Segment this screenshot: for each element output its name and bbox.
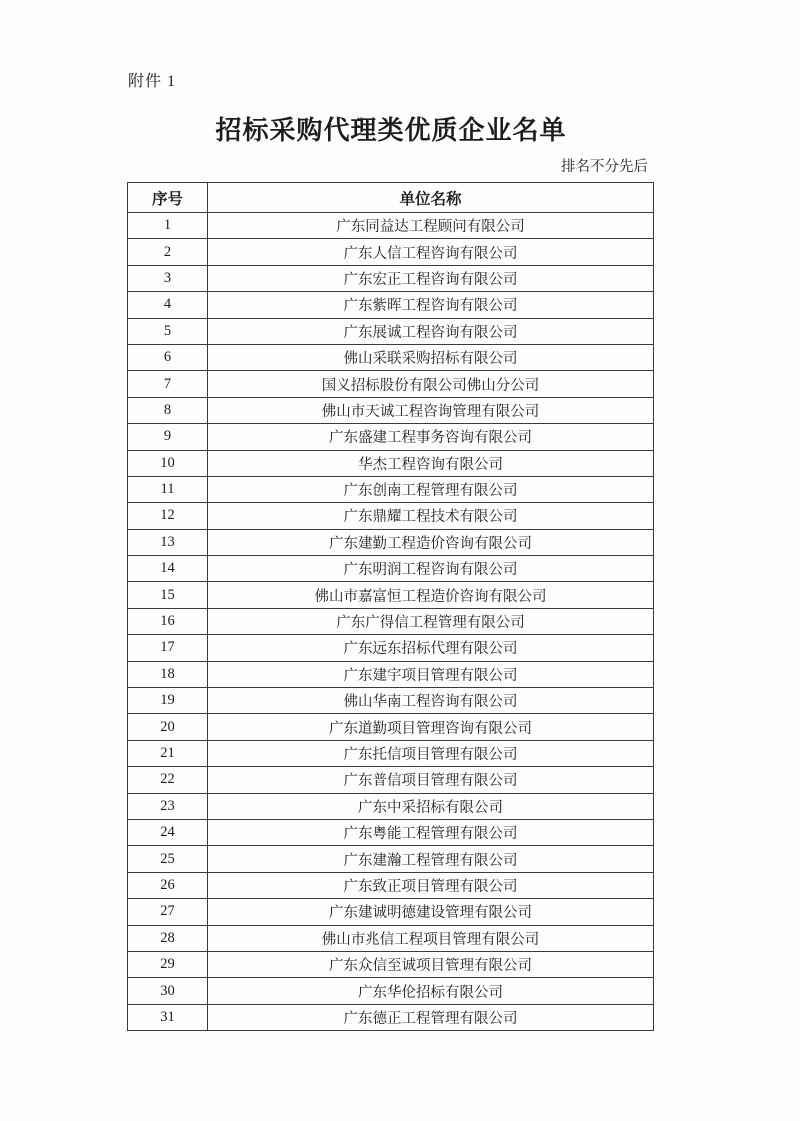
row-serial-number: 8 (128, 397, 208, 423)
row-company-name: 广东建宇项目管理有限公司 (208, 661, 654, 687)
row-serial-number: 19 (128, 688, 208, 714)
row-company-name: 广东建瀚工程管理有限公司 (208, 846, 654, 872)
table-header (128, 183, 654, 213)
ranking-note: 排名不分先后 (561, 159, 648, 175)
table-row (128, 424, 654, 450)
row-company-name: 广东紫晖工程咨询有限公司 (208, 292, 654, 318)
page-title: 招标采购代理类优质企业名单 (215, 116, 567, 145)
table-row (128, 582, 654, 608)
row-company-name: 华杰工程咨询有限公司 (208, 450, 654, 476)
row-serial-number: 27 (128, 899, 208, 925)
row-company-name: 广东建勤工程造价咨询有限公司 (208, 529, 654, 555)
row-company-name: 广东德正工程管理有限公司 (208, 1004, 654, 1030)
row-serial-number: 4 (128, 292, 208, 318)
row-company-name: 广东人信工程咨询有限公司 (208, 239, 654, 265)
row-company-name: 广东普信项目管理有限公司 (208, 767, 654, 793)
row-company-name: 广东鼎耀工程技术有限公司 (208, 503, 654, 529)
row-serial-number: 17 (128, 635, 208, 661)
table-body (128, 213, 654, 1031)
row-serial-number: 3 (128, 265, 208, 291)
row-serial-number: 23 (128, 793, 208, 819)
row-company-name: 广东建诚明德建设管理有限公司 (208, 899, 654, 925)
row-company-name: 佛山市天诚工程咨询管理有限公司 (208, 397, 654, 423)
row-serial-number: 5 (128, 318, 208, 344)
row-serial-number: 16 (128, 608, 208, 634)
row-serial-number: 9 (128, 424, 208, 450)
row-serial-number: 24 (128, 819, 208, 845)
table-row (128, 397, 654, 423)
row-company-name: 广东同益达工程顾问有限公司 (208, 213, 654, 239)
row-company-name: 佛山市嘉富恒工程造价咨询有限公司 (208, 582, 654, 608)
row-serial-number: 20 (128, 714, 208, 740)
table-row (128, 529, 654, 555)
table-row (128, 899, 654, 925)
table-row (128, 793, 654, 819)
row-serial-number: 7 (128, 371, 208, 397)
row-company-name: 广东远东招标代理有限公司 (208, 635, 654, 661)
table-row (128, 344, 654, 370)
row-serial-number: 21 (128, 740, 208, 766)
table-row (128, 450, 654, 476)
row-company-name: 广东盛建工程事务咨询有限公司 (208, 424, 654, 450)
row-company-name: 广东中采招标有限公司 (208, 793, 654, 819)
table-row (128, 872, 654, 898)
row-serial-number: 26 (128, 872, 208, 898)
row-serial-number: 13 (128, 529, 208, 555)
row-serial-number: 6 (128, 344, 208, 370)
table-row (128, 951, 654, 977)
row-serial-number: 12 (128, 503, 208, 529)
row-serial-number: 30 (128, 978, 208, 1004)
row-company-name: 佛山华南工程咨询有限公司 (208, 688, 654, 714)
table-row (128, 635, 654, 661)
header-row (128, 183, 654, 213)
table-row (128, 608, 654, 634)
row-serial-number: 29 (128, 951, 208, 977)
table-row (128, 846, 654, 872)
row-serial-number: 1 (128, 213, 208, 239)
table-row (128, 661, 654, 687)
row-company-name: 佛山采联采购招标有限公司 (208, 344, 654, 370)
row-company-name: 广东宏正工程咨询有限公司 (208, 265, 654, 291)
row-company-name: 广东广得信工程管理有限公司 (208, 608, 654, 634)
table-row (128, 740, 654, 766)
row-company-name: 国义招标股份有限公司佛山分公司 (208, 371, 654, 397)
row-serial-number: 15 (128, 582, 208, 608)
row-company-name: 广东致正项目管理有限公司 (208, 872, 654, 898)
table-row (128, 239, 654, 265)
row-company-name: 广东众信至诚项目管理有限公司 (208, 951, 654, 977)
row-serial-number: 22 (128, 767, 208, 793)
row-serial-number: 10 (128, 450, 208, 476)
row-company-name: 广东华伦招标有限公司 (208, 978, 654, 1004)
table-row (128, 714, 654, 740)
row-company-name: 广东托信项目管理有限公司 (208, 740, 654, 766)
row-serial-number: 14 (128, 556, 208, 582)
table-row (128, 556, 654, 582)
table-row (128, 978, 654, 1004)
table-row (128, 1004, 654, 1030)
table-row (128, 819, 654, 845)
table-row (128, 688, 654, 714)
row-serial-number: 11 (128, 476, 208, 502)
row-company-name: 广东粤能工程管理有限公司 (208, 819, 654, 845)
row-serial-number: 2 (128, 239, 208, 265)
attachment-label: 附件 1 (128, 73, 177, 90)
row-company-name: 广东道勤项目管理咨询有限公司 (208, 714, 654, 740)
table-row (128, 213, 654, 239)
row-serial-number: 31 (128, 1004, 208, 1030)
company-table (127, 182, 654, 1031)
header-serial-number: 序号 (128, 183, 208, 213)
row-company-name: 佛山市兆信工程项目管理有限公司 (208, 925, 654, 951)
row-company-name: 广东展诚工程咨询有限公司 (208, 318, 654, 344)
row-serial-number: 25 (128, 846, 208, 872)
table-row (128, 476, 654, 502)
table-row (128, 503, 654, 529)
table-row (128, 925, 654, 951)
table-row (128, 292, 654, 318)
row-company-name: 广东创南工程管理有限公司 (208, 476, 654, 502)
table-row (128, 767, 654, 793)
row-serial-number: 28 (128, 925, 208, 951)
table-row (128, 371, 654, 397)
header-company-name: 单位名称 (208, 183, 654, 213)
table-row (128, 318, 654, 344)
table-row (128, 265, 654, 291)
row-serial-number: 18 (128, 661, 208, 687)
row-company-name: 广东明润工程咨询有限公司 (208, 556, 654, 582)
